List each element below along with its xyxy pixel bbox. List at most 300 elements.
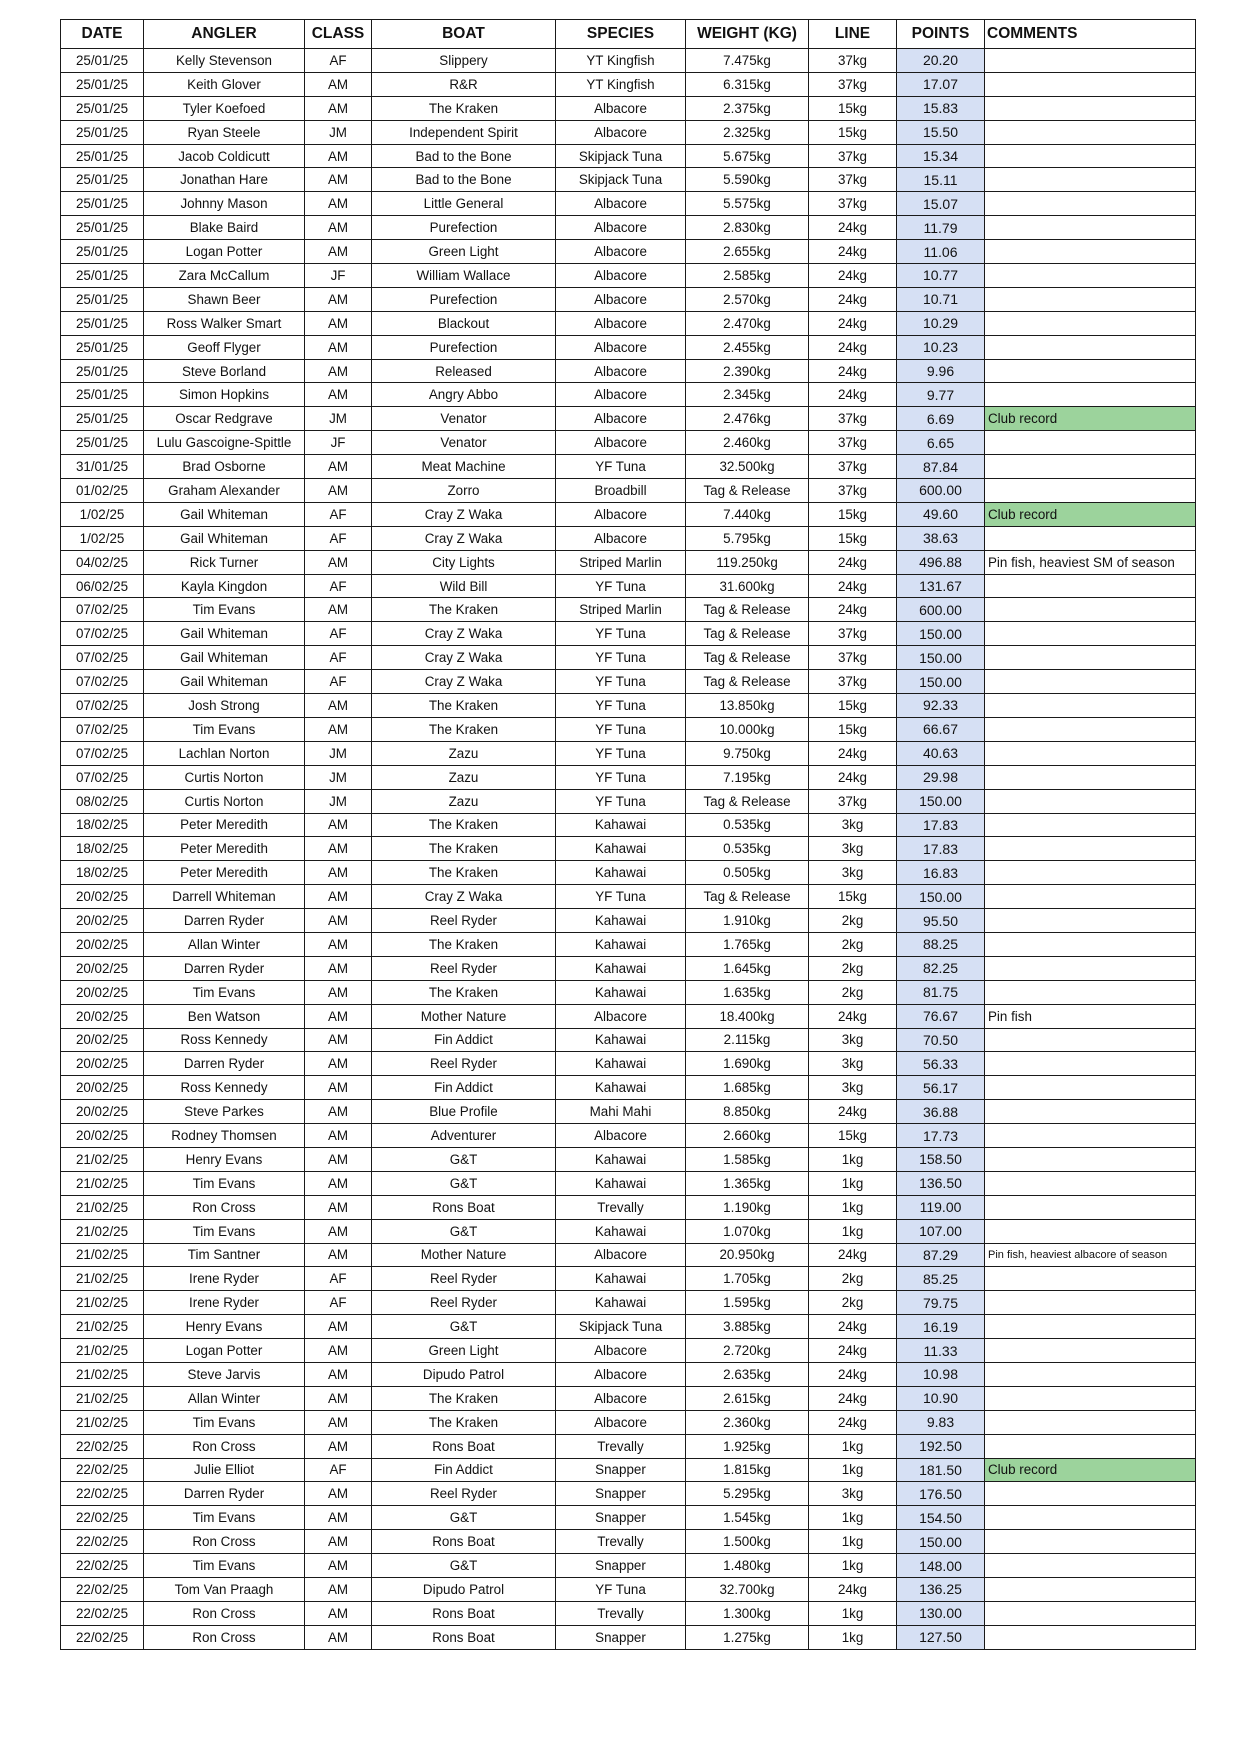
angler-cell: Lulu Gascoigne-Spittle	[144, 431, 305, 455]
table-row	[61, 49, 1196, 73]
weight-cell: 1.815kg	[686, 1458, 809, 1482]
date-cell: 20/02/25	[61, 1124, 144, 1148]
angler-cell: Allan Winter	[144, 932, 305, 956]
comments-cell	[985, 1291, 1196, 1315]
table-row	[61, 264, 1196, 288]
angler-cell: Allan Winter	[144, 1386, 305, 1410]
class-cell: AM	[305, 335, 372, 359]
date-cell: 07/02/25	[61, 694, 144, 718]
comments-cell	[985, 789, 1196, 813]
table-row	[61, 1410, 1196, 1434]
line-cell: 37kg	[809, 144, 897, 168]
class-cell: AM	[305, 1578, 372, 1602]
comments-cell	[985, 765, 1196, 789]
species-cell: Albacore	[556, 120, 686, 144]
species-cell: Albacore	[556, 431, 686, 455]
species-cell: Albacore	[556, 311, 686, 335]
angler-cell: Tim Evans	[144, 1171, 305, 1195]
species-cell: Albacore	[556, 1124, 686, 1148]
weight-cell: 2.390kg	[686, 359, 809, 383]
date-cell: 1/02/25	[61, 526, 144, 550]
weight-cell: 1.635kg	[686, 980, 809, 1004]
angler-cell: Ryan Steele	[144, 120, 305, 144]
angler-cell: Josh Strong	[144, 694, 305, 718]
date-cell: 21/02/25	[61, 1219, 144, 1243]
species-cell: Kahawai	[556, 1219, 686, 1243]
table-row	[61, 287, 1196, 311]
line-cell: 3kg	[809, 861, 897, 885]
class-cell: AM	[305, 1243, 372, 1267]
weight-cell: 1.365kg	[686, 1171, 809, 1195]
boat-cell: Released	[372, 359, 556, 383]
table-row	[61, 431, 1196, 455]
comments-cell	[985, 1601, 1196, 1625]
date-cell: 18/02/25	[61, 837, 144, 861]
species-cell: Kahawai	[556, 1267, 686, 1291]
class-cell: AM	[305, 1315, 372, 1339]
line-cell: 37kg	[809, 72, 897, 96]
date-cell: 20/02/25	[61, 932, 144, 956]
boat-cell: G&T	[372, 1315, 556, 1339]
points-cell: 11.79	[897, 216, 985, 240]
points-cell: 76.67	[897, 1004, 985, 1028]
class-cell: AM	[305, 932, 372, 956]
header-boat: BOAT	[372, 20, 556, 49]
weight-cell: 1.300kg	[686, 1601, 809, 1625]
weight-cell: 7.195kg	[686, 765, 809, 789]
species-cell: Kahawai	[556, 956, 686, 980]
table-row	[61, 1076, 1196, 1100]
comments-cell	[985, 598, 1196, 622]
table-row	[61, 1434, 1196, 1458]
weight-cell: 2.615kg	[686, 1386, 809, 1410]
weight-cell: 32.500kg	[686, 455, 809, 479]
class-cell: AF	[305, 622, 372, 646]
boat-cell: The Kraken	[372, 96, 556, 120]
angler-cell: Henry Evans	[144, 1315, 305, 1339]
table-row	[61, 717, 1196, 741]
angler-cell: Darren Ryder	[144, 909, 305, 933]
points-cell: 56.33	[897, 1052, 985, 1076]
comments-cell	[985, 192, 1196, 216]
species-cell: Kahawai	[556, 909, 686, 933]
table-row	[61, 240, 1196, 264]
date-cell: 04/02/25	[61, 550, 144, 574]
angler-cell: Tim Evans	[144, 717, 305, 741]
species-cell: Albacore	[556, 1362, 686, 1386]
table-row	[61, 359, 1196, 383]
line-cell: 24kg	[809, 216, 897, 240]
weight-cell: Tag & Release	[686, 789, 809, 813]
boat-cell: Fin Addict	[372, 1028, 556, 1052]
angler-cell: Logan Potter	[144, 240, 305, 264]
header-date: DATE	[61, 20, 144, 49]
line-cell: 1kg	[809, 1625, 897, 1649]
points-cell: 20.20	[897, 49, 985, 73]
line-cell: 24kg	[809, 1386, 897, 1410]
class-cell: JM	[305, 789, 372, 813]
class-cell: AM	[305, 455, 372, 479]
species-cell: Snapper	[556, 1458, 686, 1482]
date-cell: 22/02/25	[61, 1458, 144, 1482]
class-cell: AM	[305, 72, 372, 96]
comments-cell	[985, 1076, 1196, 1100]
line-cell: 2kg	[809, 956, 897, 980]
class-cell: AM	[305, 1219, 372, 1243]
date-cell: 22/02/25	[61, 1434, 144, 1458]
points-cell: 10.98	[897, 1362, 985, 1386]
class-cell: AM	[305, 837, 372, 861]
weight-cell: 7.475kg	[686, 49, 809, 73]
species-cell: YF Tuna	[556, 646, 686, 670]
table-row	[61, 1028, 1196, 1052]
comments-cell	[985, 980, 1196, 1004]
line-cell: 37kg	[809, 622, 897, 646]
line-cell: 24kg	[809, 1100, 897, 1124]
angler-cell: Jacob Coldicutt	[144, 144, 305, 168]
points-cell: 150.00	[897, 670, 985, 694]
comments-cell	[985, 861, 1196, 885]
table-row	[61, 1601, 1196, 1625]
line-cell: 3kg	[809, 1028, 897, 1052]
comments-cell	[985, 1362, 1196, 1386]
boat-cell: The Kraken	[372, 717, 556, 741]
boat-cell: Fin Addict	[372, 1458, 556, 1482]
angler-cell: Gail Whiteman	[144, 502, 305, 526]
points-cell: 9.96	[897, 359, 985, 383]
weight-cell: 8.850kg	[686, 1100, 809, 1124]
weight-cell: 1.705kg	[686, 1267, 809, 1291]
class-cell: AM	[305, 216, 372, 240]
species-cell: Striped Marlin	[556, 598, 686, 622]
class-cell: AM	[305, 287, 372, 311]
line-cell: 24kg	[809, 741, 897, 765]
boat-cell: Zazu	[372, 789, 556, 813]
boat-cell: The Kraken	[372, 932, 556, 956]
boat-cell: The Kraken	[372, 1386, 556, 1410]
header-line: LINE	[809, 20, 897, 49]
boat-cell: Slippery	[372, 49, 556, 73]
table-row	[61, 168, 1196, 192]
table-row	[61, 502, 1196, 526]
class-cell: AM	[305, 96, 372, 120]
species-cell: Snapper	[556, 1482, 686, 1506]
table-row	[61, 383, 1196, 407]
line-cell: 24kg	[809, 1004, 897, 1028]
date-cell: 20/02/25	[61, 909, 144, 933]
angler-cell: Darren Ryder	[144, 1052, 305, 1076]
boat-cell: Dipudo Patrol	[372, 1578, 556, 1602]
table-row	[61, 1362, 1196, 1386]
angler-cell: Gail Whiteman	[144, 526, 305, 550]
points-cell: 16.19	[897, 1315, 985, 1339]
class-cell: AM	[305, 598, 372, 622]
species-cell: YF Tuna	[556, 885, 686, 909]
date-cell: 25/01/25	[61, 144, 144, 168]
date-cell: 22/02/25	[61, 1506, 144, 1530]
table-row	[61, 335, 1196, 359]
date-cell: 07/02/25	[61, 598, 144, 622]
points-cell: 150.00	[897, 789, 985, 813]
angler-cell: Tim Evans	[144, 1506, 305, 1530]
table-row	[61, 1124, 1196, 1148]
table-row	[61, 909, 1196, 933]
table-row	[61, 1100, 1196, 1124]
weight-cell: 2.655kg	[686, 240, 809, 264]
boat-cell: G&T	[372, 1171, 556, 1195]
weight-cell: 1.585kg	[686, 1147, 809, 1171]
catch-results-table	[60, 19, 1196, 1650]
points-cell: 148.00	[897, 1554, 985, 1578]
line-cell: 15kg	[809, 885, 897, 909]
class-cell: AF	[305, 670, 372, 694]
boat-cell: The Kraken	[372, 813, 556, 837]
table-row	[61, 980, 1196, 1004]
points-cell: 154.50	[897, 1506, 985, 1530]
weight-cell: Tag & Release	[686, 622, 809, 646]
table-row	[61, 120, 1196, 144]
species-cell: Snapper	[556, 1506, 686, 1530]
comments-cell	[985, 1195, 1196, 1219]
angler-cell: Blake Baird	[144, 216, 305, 240]
class-cell: AM	[305, 1554, 372, 1578]
points-cell: 95.50	[897, 909, 985, 933]
boat-cell: Green Light	[372, 240, 556, 264]
comments-cell	[985, 1554, 1196, 1578]
species-cell: Albacore	[556, 1004, 686, 1028]
weight-cell: 2.460kg	[686, 431, 809, 455]
species-cell: YF Tuna	[556, 741, 686, 765]
header-comments: COMMENTS	[985, 20, 1196, 49]
angler-cell: Rick Turner	[144, 550, 305, 574]
angler-cell: Henry Evans	[144, 1147, 305, 1171]
line-cell: 2kg	[809, 1267, 897, 1291]
comments-cell	[985, 264, 1196, 288]
species-cell: Albacore	[556, 216, 686, 240]
angler-cell: Ross Kennedy	[144, 1028, 305, 1052]
weight-cell: 1.765kg	[686, 932, 809, 956]
points-cell: 9.77	[897, 383, 985, 407]
date-cell: 20/02/25	[61, 885, 144, 909]
weight-cell: 5.795kg	[686, 526, 809, 550]
date-cell: 07/02/25	[61, 670, 144, 694]
weight-cell: 5.575kg	[686, 192, 809, 216]
date-cell: 01/02/25	[61, 479, 144, 503]
date-cell: 25/01/25	[61, 240, 144, 264]
table-row	[61, 694, 1196, 718]
class-cell: AF	[305, 502, 372, 526]
date-cell: 21/02/25	[61, 1362, 144, 1386]
date-cell: 25/01/25	[61, 168, 144, 192]
class-cell: AM	[305, 359, 372, 383]
points-cell: 38.63	[897, 526, 985, 550]
line-cell: 2kg	[809, 909, 897, 933]
boat-cell: Venator	[372, 431, 556, 455]
boat-cell: Rons Boat	[372, 1625, 556, 1649]
points-cell: 15.50	[897, 120, 985, 144]
header-points: POINTS	[897, 20, 985, 49]
weight-cell: 2.660kg	[686, 1124, 809, 1148]
species-cell: Albacore	[556, 287, 686, 311]
class-cell: JM	[305, 120, 372, 144]
species-cell: Skipjack Tuna	[556, 1315, 686, 1339]
boat-cell: Dipudo Patrol	[372, 1362, 556, 1386]
points-cell: 6.69	[897, 407, 985, 431]
boat-cell: G&T	[372, 1219, 556, 1243]
comments-cell	[985, 479, 1196, 503]
header-species: SPECIES	[556, 20, 686, 49]
class-cell: AM	[305, 1124, 372, 1148]
table-row	[61, 1578, 1196, 1602]
angler-cell: Oscar Redgrave	[144, 407, 305, 431]
class-cell: AM	[305, 144, 372, 168]
species-cell: YF Tuna	[556, 789, 686, 813]
date-cell: 25/01/25	[61, 49, 144, 73]
table-row	[61, 455, 1196, 479]
points-cell: 66.67	[897, 717, 985, 741]
angler-cell: Irene Ryder	[144, 1291, 305, 1315]
angler-cell: Steve Borland	[144, 359, 305, 383]
boat-cell: Rons Boat	[372, 1434, 556, 1458]
comments-cell	[985, 694, 1196, 718]
points-cell: 9.83	[897, 1410, 985, 1434]
comments-cell	[985, 216, 1196, 240]
comments-cell	[985, 1171, 1196, 1195]
weight-cell: 10.000kg	[686, 717, 809, 741]
boat-cell: Rons Boat	[372, 1601, 556, 1625]
angler-cell: Julie Elliot	[144, 1458, 305, 1482]
points-cell: 10.71	[897, 287, 985, 311]
header-weight: WEIGHT (KG)	[686, 20, 809, 49]
points-cell: 81.75	[897, 980, 985, 1004]
comments-cell	[985, 741, 1196, 765]
line-cell: 24kg	[809, 383, 897, 407]
weight-cell: 119.250kg	[686, 550, 809, 574]
date-cell: 25/01/25	[61, 383, 144, 407]
comments-cell	[985, 1482, 1196, 1506]
points-cell: 82.25	[897, 956, 985, 980]
date-cell: 22/02/25	[61, 1578, 144, 1602]
table-row	[61, 646, 1196, 670]
points-cell: 600.00	[897, 598, 985, 622]
angler-cell: Ron Cross	[144, 1625, 305, 1649]
line-cell: 15kg	[809, 526, 897, 550]
line-cell: 24kg	[809, 550, 897, 574]
species-cell: Albacore	[556, 359, 686, 383]
species-cell: YT Kingfish	[556, 72, 686, 96]
comments-cell	[985, 526, 1196, 550]
boat-cell: Venator	[372, 407, 556, 431]
comments-cell	[985, 956, 1196, 980]
date-cell: 22/02/25	[61, 1601, 144, 1625]
points-cell: 15.11	[897, 168, 985, 192]
boat-cell: Purefection	[372, 335, 556, 359]
table-row	[61, 1267, 1196, 1291]
comments-cell: Pin fish	[985, 1004, 1196, 1028]
species-cell: Kahawai	[556, 1076, 686, 1100]
boat-cell: Independent Spirit	[372, 120, 556, 144]
angler-cell: Shawn Beer	[144, 287, 305, 311]
table-row	[61, 789, 1196, 813]
date-cell: 21/02/25	[61, 1195, 144, 1219]
class-cell: AM	[305, 1028, 372, 1052]
comments-cell	[985, 813, 1196, 837]
boat-cell: Purefection	[372, 287, 556, 311]
line-cell: 1kg	[809, 1506, 897, 1530]
table-row	[61, 144, 1196, 168]
date-cell: 25/01/25	[61, 72, 144, 96]
weight-cell: 0.535kg	[686, 813, 809, 837]
class-cell: JM	[305, 741, 372, 765]
class-cell: AM	[305, 1506, 372, 1530]
angler-cell: Ron Cross	[144, 1195, 305, 1219]
class-cell: AM	[305, 550, 372, 574]
angler-cell: Ron Cross	[144, 1434, 305, 1458]
points-cell: 17.83	[897, 813, 985, 837]
weight-cell: 32.700kg	[686, 1578, 809, 1602]
line-cell: 24kg	[809, 311, 897, 335]
boat-cell: Cray Z Waka	[372, 502, 556, 526]
points-cell: 136.50	[897, 1171, 985, 1195]
table-row	[61, 479, 1196, 503]
table-row	[61, 1339, 1196, 1363]
weight-cell: 1.645kg	[686, 956, 809, 980]
species-cell: Trevally	[556, 1195, 686, 1219]
weight-cell: Tag & Release	[686, 670, 809, 694]
species-cell: Striped Marlin	[556, 550, 686, 574]
date-cell: 20/02/25	[61, 1052, 144, 1076]
table-row	[61, 407, 1196, 431]
table-row	[61, 526, 1196, 550]
species-cell: Kahawai	[556, 1028, 686, 1052]
table-row	[61, 1482, 1196, 1506]
comments-cell	[985, 909, 1196, 933]
date-cell: 22/02/25	[61, 1530, 144, 1554]
species-cell: Kahawai	[556, 813, 686, 837]
species-cell: Snapper	[556, 1625, 686, 1649]
table-row	[61, 956, 1196, 980]
weight-cell: 1.190kg	[686, 1195, 809, 1219]
boat-cell: Green Light	[372, 1339, 556, 1363]
boat-cell: Reel Ryder	[372, 909, 556, 933]
class-cell: AM	[305, 1195, 372, 1219]
weight-cell: Tag & Release	[686, 598, 809, 622]
comments-cell	[985, 1506, 1196, 1530]
line-cell: 37kg	[809, 431, 897, 455]
table-row	[61, 837, 1196, 861]
points-cell: 88.25	[897, 932, 985, 956]
line-cell: 24kg	[809, 1410, 897, 1434]
species-cell: YF Tuna	[556, 1578, 686, 1602]
weight-cell: 1.685kg	[686, 1076, 809, 1100]
class-cell: JM	[305, 407, 372, 431]
table-row	[61, 96, 1196, 120]
points-cell: 150.00	[897, 885, 985, 909]
points-cell: 29.98	[897, 765, 985, 789]
points-cell: 150.00	[897, 646, 985, 670]
date-cell: 07/02/25	[61, 622, 144, 646]
species-cell: Kahawai	[556, 861, 686, 885]
date-cell: 21/02/25	[61, 1291, 144, 1315]
angler-cell: Tyler Koefoed	[144, 96, 305, 120]
boat-cell: Blue Profile	[372, 1100, 556, 1124]
class-cell: AM	[305, 909, 372, 933]
line-cell: 15kg	[809, 694, 897, 718]
comments-cell	[985, 1410, 1196, 1434]
species-cell: Skipjack Tuna	[556, 144, 686, 168]
date-cell: 21/02/25	[61, 1171, 144, 1195]
points-cell: 17.07	[897, 72, 985, 96]
